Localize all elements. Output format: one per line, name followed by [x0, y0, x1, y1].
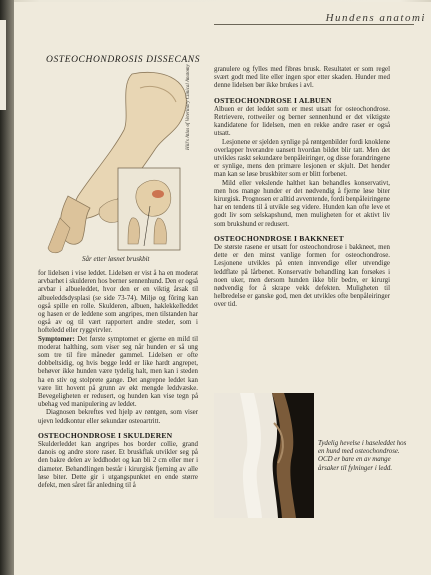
figure-title: OSTEOCHONDROSIS DISSECANS	[46, 55, 201, 65]
left-column	[38, 270, 198, 490]
symptoms-label: Symptomer:	[38, 335, 75, 343]
joint-photo	[214, 393, 314, 518]
section-elbow-title: OSTEOCHONDROSE I ALBUEN	[214, 95, 332, 105]
right-top-paragraph: granulere og fylles med fibrøs brusk. Resultatet er som regel svært godt med lite eller ingen spor etter skaden. Hunder med denne lidelsen bør ikke brukes i avl.	[214, 66, 390, 90]
section-shoulder-text: Skulderleddet kan angripes hos border collie, grand danois og andre store raser. Et bruskflak utvikler seg på den bakre delen av leddhodet og kan bli 2 cm eller mer i diameter. Behandlingen består i kirurgisk fjerning av alle løse biter. Dette gir i utgangspunktet en ende større defekt, men såret får anledning til å	[38, 441, 198, 490]
section-shoulder-title: OSTEOCHONDROSE I SKULDEREN	[38, 430, 173, 440]
section-knee-text: De største rasene er utsatt for osteochondrose i bakkneet, men dette er den minst vanlige formen for osteochondrose. Lesjonene utvikles på enten innvendige eller utvendige leddflate på lårbenet. Konservativ behandling kan forsøkes i noen uker, men dersom hunden ikke blir bedre, er kirurgi nødvendig for å skrape vekk defekten. Muligheten til helbredelse er ganske god, men det utvikles ofte benpåleiringer over tid.	[214, 244, 390, 309]
header-rule	[214, 24, 414, 25]
figure-caption: Sår etter løsnet bruskbit	[82, 255, 150, 263]
photo-caption: Tydelig hevelse i haseleddet hos en hund med osteochondrose. OCD er bare en av mange årsaker til fylninger i ledd.	[318, 440, 407, 472]
figure-credit: Hill's Atlas of Veterinary Clinical Anatomy	[186, 64, 191, 150]
right-column	[214, 66, 390, 310]
bone-illustration	[40, 68, 200, 258]
left-intro: for lidelsen i vise leddet. Lidelsen er vist å ha en moderat arvbarhet i skulderen hos berner sennenhund. Den er også arvbar i albueleddet, hvor den er en viktig årsak til albueleddsdysplasi (se side 73-74). Miljø og fôring kan også spille en rolle. Skulderen, albuen, haklekkelleddet og hasen er de leddene som angripes, men tilstanden har også av og til vært rapportert andre steder, som i hofteledd eller ryggvirvler.	[38, 270, 199, 335]
section-elbow-text: Albuen er det leddet som er mest utsatt for osteochondrose. Retrievere, rottweiler og berner sennenhund er det viktigste kandidatene for lidelsen, men en rekke andre raser er også utsatt.	[214, 105, 390, 138]
section-elbow-text-2: Lesjonene er sjelden synlige på røntgenbilder fordi knoklene overlapper hverandre uansett hvordan bildet blir tatt. Men det utvikles raskt sekundære benpåleiringer, og disse forandringene er synlige, mens den primære lesjonen er skjult. Det hender man kan se løse bruskbiter som er blitt forbenet.	[214, 138, 390, 179]
section-knee-title: OSTEOCHONDROSE I BAKKNEET	[214, 233, 344, 243]
symptoms-paragraph: Symptomer: Det første symptomet er gjerne en mild til moderat halthing, som viser seg når hunden er så ung som tre til fire måneder gammel. Lidelsen er ofte dobbeltsidig, og hvis begge ledd er like hardt angrepet, behøver ikke hunden være tydelig halt, men kan i steden ha en stiv og stolprete gange. Det angrepne leddet kan være litt hovent på grunn av økt mengde leddvæske. Bevegeligheten er redusert, og hunden kan vise tegn på ubehag ved manipulering av leddet.	[38, 335, 198, 409]
section-elbow-text-3: Mild eller vekslende halthet kan behandles konservativt, men hos mange hunder er det nødvendig å fjerne løse biter kirurgisk. Prognosen er alltid avventende, fordi benpåleiringene har en tendens til å utvikle seg videre. Hunden kan ofte leve et godt liv som selskapshund, men muligheten for et aktivt liv som brukshund er redusert.	[214, 179, 390, 228]
previous-page-edge	[0, 20, 6, 110]
running-header: Hundens anatomi	[325, 12, 426, 24]
diagnosis-paragraph: Diagnosen bekreftes ved hjelp av røntgen, som viser ujevn leddkontur eller sekundær osteoartritt.	[38, 409, 198, 425]
